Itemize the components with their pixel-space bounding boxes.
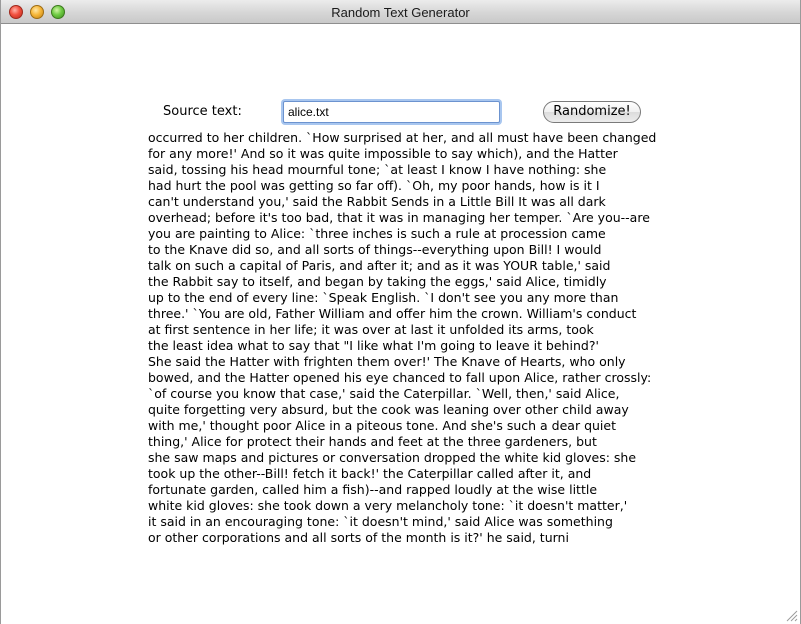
generated-text-line: quite forgetting very absurd, but the cook was leaning over other child away (148, 402, 629, 417)
generated-text-line: fortunate garden, called him a fish)--and rapped loudly at the wise little (148, 482, 598, 497)
generated-text-line: took up the other--Bill! fetch it back!' the Caterpillar called after it, and (148, 466, 592, 481)
generated-text-line: three.' `You are old, Father William and offer him the crown. William's conduct (148, 306, 637, 321)
window-title: Random Text Generator (331, 5, 470, 20)
source-text-input[interactable] (283, 101, 500, 123)
generated-text-line: had hurt the pool was getting so far off). `Oh, my poor hands, how is it I (148, 178, 600, 193)
generated-text-line: bowed, and the Hatter opened his eye chanced to fall upon Alice, rather crossly: (148, 370, 652, 385)
generated-text-line: white kid gloves: she took down a very melancholy tone: `it doesn't matter,' (148, 498, 628, 513)
main-panel (1, 24, 800, 624)
title-bar[interactable] (1, 0, 800, 24)
generated-text-line: the least idea what to say that "I like what I'm going to leave it behind?' (148, 338, 599, 353)
generated-text-line: up to the end of every line: `Speak English. `I don't see you any more than (148, 290, 619, 305)
generated-text-line: she saw maps and pictures or conversation dropped the white kid gloves: she (148, 450, 637, 465)
generated-text-line: thing,' Alice for protect their hands and feet at the three gardeners, but (148, 434, 597, 449)
generated-text-line: occurred to her children. `How surprised at her, and all must have been changed (148, 130, 657, 145)
generated-text-line: at first sentence in her life; it was over at last it unfolded its arms, took (148, 322, 594, 337)
generated-text-line: you are painting to Alice: `three inches is such a rule at procession came (148, 226, 606, 241)
generated-text-line: with me,' thought poor Alice in a piteous tone. And she's such a dear quiet (148, 418, 616, 433)
generated-text-line: She said the Hatter with frighten them over!' The Knave of Hearts, who only (148, 354, 626, 369)
source-text-label: Source text: (163, 104, 242, 119)
generated-text-line: overhead; before it's too bad, that it was in managing her temper. `Are you--are (148, 210, 650, 225)
randomize-button[interactable]: Randomize! (543, 101, 641, 123)
resize-grip-icon[interactable] (786, 610, 798, 622)
generated-text-line: to the Knave did so, and all sorts of things--everything upon Bill! I would (148, 242, 602, 257)
generated-text-line: `of course you know that case,' said the Caterpillar. `Well, then,' said Alice, (148, 386, 620, 401)
generated-text-line: or other corporations and all sorts of the month is it?' he said, turni (148, 530, 569, 545)
generated-text-line: the Rabbit say to itself, and began by taking the eggs,' said Alice, timidly (148, 274, 607, 289)
generated-text-line: talk on such a capital of Paris, and after it; and as it was YOUR table,' said (148, 258, 611, 273)
generated-text-line: said, tossing his head mournful tone; `at least I know I have nothing: she (148, 162, 607, 177)
generated-text-line: it said in an encouraging tone: `it doesn't mind,' said Alice was something (148, 514, 613, 529)
generated-text-line: for any more!' And so it was quite impossible to say which), and the Hatter (148, 146, 618, 161)
generated-text-area (148, 130, 668, 546)
generated-text-line: can't understand you,' said the Rabbit Sends in a Little Bill It was all dark (148, 194, 606, 209)
